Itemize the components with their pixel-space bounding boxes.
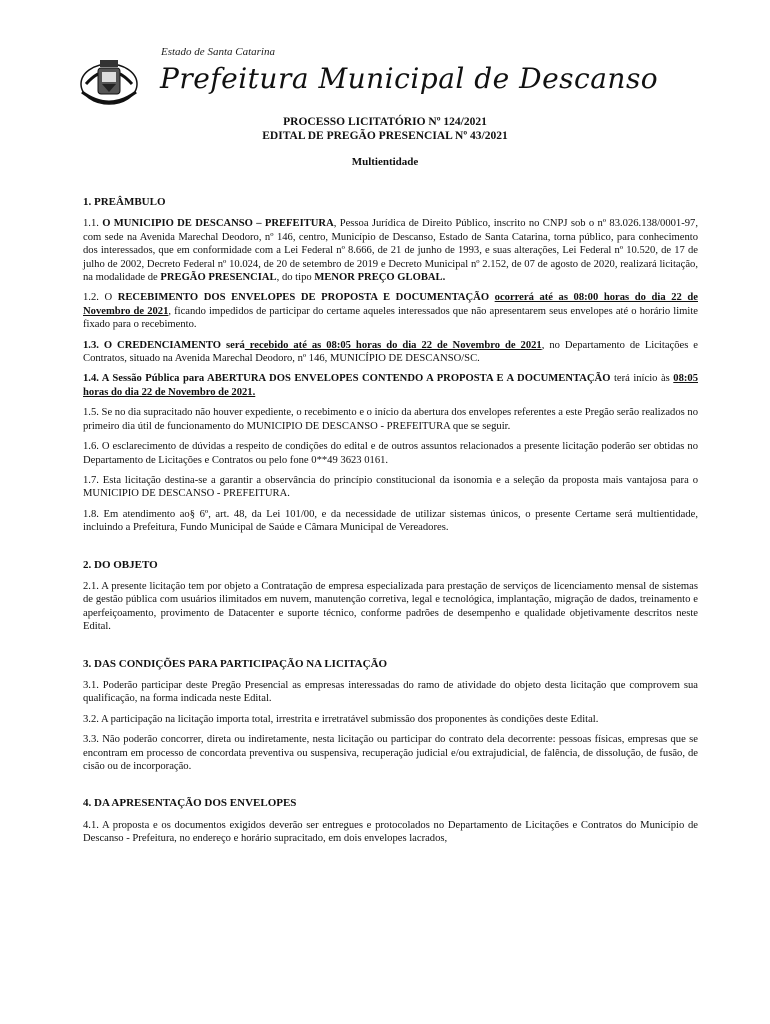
underlined-date: ocorrerá até as 08:00 horas do dia 22 de Novembro de 2021 <box>83 292 698 317</box>
document-body <box>83 196 698 853</box>
document-titles <box>0 115 770 143</box>
paragraph-1-6: 1.6. O esclarecimento de dúvidas a respeito de condições do edital e de outros assuntos relacionados a presente licitação poderão ser obtidas no Departamento de Licitações e Contratos ou pelo fone 0**49 3623 0161. <box>83 441 698 466</box>
paragraph-1-2 <box>83 291 698 331</box>
section-4-heading: 4. DA APRESENTAÇÃO DOS ENVELOPES <box>83 797 297 810</box>
letterhead <box>78 44 698 104</box>
text: , Pessoa Jurídica de Direito Público, inscrito no CNPJ sob o nº 83.026.138/0001-97, com sede na Avenida Marechal Deodoro, nº 146, centro, Município de Descanso, Estado de Santa Catarina, torna público, para conhecimento dos interessados, que em conformidade com a Lei Federal nº 8.666, de 21 de junho de 1993, e suas alterações, Lei Federal nº 10.520, de 17 de julho de 2002, Decreto Federal nº 10.024, de 20 de setembro de 2019 e Decreto Municipal nº 2.152, de 07 de agosto de 2020, realizará licitação, na modalidade de <box>83 218 698 284</box>
bold-text: O MUNICIPIO DE DESCANSO – PREFEITURA <box>102 218 334 230</box>
text: , ficando impedidos de participar do certame aqueles interessados que não apresentarem seus envelopes até o horário limite fixado para o recebimento. <box>83 305 698 331</box>
bold-text: RECEBIMENTO DOS ENVELOPES DE PROPOSTA E DOCUMENTAÇÃO <box>117 292 490 304</box>
paragraph-3-3: 3.3. Não poderão concorrer, direta ou indiretamente, nesta licitação ou participar do contrato dela decorrente: pessoas físicas, empresas que se encontram em processo de concordata preventiva ou suspensiva, recuperação judicial e/ou extrajudicial, de falência, de dissolução, de fusão, de cisão ou de incorporação. <box>83 734 698 772</box>
paragraph-1-8: 1.8. Em atendimento ao§ 6º, art. 48, da Lei 101/00, e da necessidade de utilizar sistemas únicos, o presente Certame será multientidade, incluindo a Prefeitura, Fundo Municipal de Saúde e Câmara Municipal de Vereadores. <box>83 508 698 534</box>
paragraph-4-1: 4.1. A proposta e os documentos exigidos deverão ser entregues e protocolados no Departamento de Licitações e Contratos do Município de Descanso - Prefeitura, no endereço e horário supracitado, em dois envelopes lacrados, <box>83 819 698 845</box>
processo-title: PROCESSO LICITATÓRIO Nº 124/2021 <box>283 116 487 128</box>
edital-title: EDITAL DE PREGÃO PRESENCIAL Nº 43/2021 <box>262 130 508 142</box>
bold-text: MENOR PREÇO GLOBAL. <box>314 272 446 284</box>
text: 1.2. O <box>83 292 118 304</box>
paragraph-1-3 <box>83 339 698 366</box>
prefeitura-title: Prefeitura Municipal de Descanso <box>160 62 659 95</box>
municipal-coat-of-arms-icon <box>78 54 140 108</box>
text: , no Departamento de Licitações e Contratos, situado na Avenida Marechal Deodoro, nº 146, MUNICÍPIO DE DESCANSO/SC. <box>83 339 699 365</box>
paragraph-3-1: 3.1. Poderão participar deste Pregão Presencial as empresas interessadas do ramo de atividade do objeto desta licitação que comprovem sua qualificação, na forma indicada neste Edital. <box>83 679 698 705</box>
paragraph-1-5: 1.5. Se no dia supracitado não houver expediente, o recebimento e o início da abertura dos envelopes referentes a este Pregão serão realizados no primeiro dia útil de funcionamento do MUNICIPIO DE DESCANSO - PREFEITURA que se seguir. <box>83 407 698 432</box>
text: , do tipo <box>276 272 315 284</box>
multientidade-label: Multientidade <box>351 156 419 168</box>
paragraph-1-4 <box>83 372 698 399</box>
bold-text: 1.3. O CREDENCIAMENTO será <box>83 339 245 351</box>
state-label: Estado de Santa Catarina <box>161 46 275 58</box>
paragraph-3-2: 3.2. A participação na licitação importa total, irrestrita e irretratável submissão dos proponentes às condições deste Edital. <box>83 713 599 725</box>
section-2-heading: 2. DO OBJETO <box>83 558 158 571</box>
section-3-heading: 3. DAS CONDIÇÕES PARA PARTICIPAÇÃO NA LICITAÇÃO <box>83 657 388 670</box>
underlined-date: recebido até as 08:05 horas do dia 22 de Novembro de 2021 <box>244 339 542 351</box>
paragraph-2-1: 2.1. A presente licitação tem por objeto a Contratação de empresa especializada para prestação de serviços de licenciamento mensal de sistemas de gestão pública com usuários ilimitados em nuvem, manutenção corretiva, legal e tecnológica, implantação, migração de dados, treinamento e aperfeiçoamento, provimento de Datacenter e suporte técnico, conforme padrões de desempenho e qualidade objetivamente descritos neste Edital. <box>83 580 698 633</box>
underlined-date: 08:05 horas do dia 22 de Novembro de 2021. <box>83 373 698 398</box>
paragraph-1-7: 1.7. Esta licitação destina-se a garantir a observância do princípio constitucional da isonomia e a seleção da proposta mais vantajosa para o MUNICIPIO DE DESCANSO - PREFEITURA. <box>83 474 698 500</box>
section-1-heading: 1. PREÂMBULO <box>83 196 166 208</box>
bold-text: 1.4. A Sessão Pública para ABERTURA DOS ENVELOPES CONTENDO A PROPOSTA E A DOCUMENTAÇÃO <box>83 373 611 385</box>
text: terá início às <box>610 373 674 385</box>
paragraph-1-1 <box>83 217 698 284</box>
bold-text: PREGÃO PRESENCIAL <box>160 272 277 284</box>
text: 1.1. <box>83 218 103 230</box>
